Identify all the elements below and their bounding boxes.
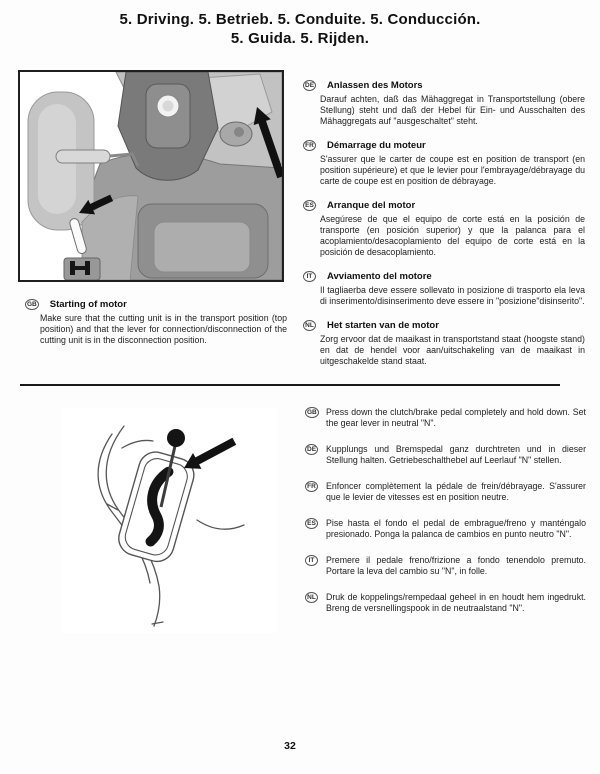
- paragraph-body-gb: Press down the clutch/brake pedal completely and hold down. Set the gear lever in neutral "N".: [326, 407, 586, 428]
- page-title-line2: 5. Guida. 5. Rijden.: [230, 30, 370, 47]
- section-es: [303, 200, 585, 258]
- section-heading-de: Anlassen des Motors: [327, 80, 423, 91]
- lang-badge-nl-2: NL: [305, 592, 318, 603]
- page-number: 32: [284, 740, 296, 752]
- section-body-es: Asegúrese de que el equipo de corte está en la posición de transporte (en posición superior) y que la palanca para el acoplamiento/desacoplamiento del equipo de corte está en la posición de desacoplamiento.: [320, 214, 585, 257]
- lang-badge-gb-2: GB: [307, 409, 317, 416]
- figure-tractor-console-photo: [18, 70, 284, 282]
- top-language-column: [303, 80, 585, 380]
- lang-badge-fr-2: FR: [305, 481, 318, 492]
- section-body-de: Darauf achten, daß das Mähaggregat in Transportstellung (obere Stellung) steht und daß der Hebel für Ein- und Ausschalten des Mähaggregats auf "ausgeschaltet" steht.: [320, 94, 585, 126]
- lang-badge-de-2: DE: [307, 446, 317, 453]
- section-fr: [303, 140, 585, 187]
- section-de: [303, 80, 585, 127]
- bottom-language-column: [305, 407, 586, 629]
- lang-badge-fr: FR: [303, 140, 316, 151]
- lang-badge-gb: GB: [27, 301, 37, 308]
- section-heading-nl: Het starten van de motor: [327, 320, 439, 331]
- section-it: [303, 271, 585, 307]
- page-title: [0, 10, 600, 48]
- figure-gear-lever-drawing: [62, 408, 277, 633]
- section-heading-es: Arranque del motor: [327, 200, 416, 211]
- paragraph-es: [305, 518, 586, 540]
- section-body-nl: Zorg ervoor dat de maaikast in transportstand staat (hoogste stand) en dat de hendel voor aan/uitschakeling van de maaikast in uitgeschakelde stand staat.: [320, 334, 585, 366]
- section-gb: [25, 299, 287, 346]
- section-nl: [303, 320, 585, 367]
- tractor-console-illustration: [20, 72, 282, 280]
- paragraph-body-es: Pise hasta el fondo el pedal de embrague/freno y manténgalo presionado. Ponga la palanca de cambios en punto neutro "N".: [326, 518, 586, 539]
- paragraph-fr: [305, 481, 586, 503]
- section-heading-it: Avviamento del motore: [327, 271, 432, 282]
- section-heading-fr: Démarrage du moteur: [327, 140, 426, 151]
- page-title-line1: 5. Driving. 5. Betrieb. 5. Conduite. 5. Conducción.: [119, 11, 481, 28]
- section-body-fr: S'assurer que le carter de coupe est en position de transport (en position supérieure) et que le levier pour l'embrayage/débrayage du carte de coupe est en position de débrayage.: [320, 154, 585, 186]
- paragraph-de: [305, 444, 586, 466]
- paragraph-body-it: Premere il pedale freno/frizione a fondo tenendolo premuto. Portare la leva del cambio su "N", in folle.: [326, 555, 586, 576]
- paragraph-body-nl: Druk de koppelings/rempedaal geheel in en houdt hem ingedrukt. Breng de versnellingspook in de neutraalstand "N".: [326, 592, 586, 613]
- lang-badge-es-2: ES: [305, 518, 318, 529]
- section-heading-gb: Starting of motor: [49, 299, 127, 310]
- paragraph-nl: [305, 592, 586, 614]
- paragraph-body-de: Kupplungs und Bremspedal ganz durchtreten und in dieser Stellung halten. Getriebeschalthebel auf Leerlauf "N" stellen.: [326, 444, 586, 465]
- lang-badge-it: IT: [303, 271, 316, 282]
- section-body-gb: Make sure that the cutting unit is in the transport position (top position) and that the lever for connection/disconnection of the cutting unit is in the disconnection position.: [40, 313, 287, 345]
- lang-badge-de: DE: [305, 82, 315, 89]
- section-divider: [20, 384, 560, 386]
- gear-lever-illustration: [62, 408, 277, 633]
- paragraph-gb: [305, 407, 586, 429]
- lang-badge-it-2: IT: [305, 555, 318, 566]
- lang-badge-nl: NL: [303, 320, 316, 331]
- paragraph-body-fr: Enfoncer complètement la pédale de frein/débrayage. S'assurer que le levier de vitesses est en position neutre.: [326, 481, 586, 502]
- lang-badge-es: ES: [303, 200, 316, 211]
- paragraph-it: [305, 555, 586, 577]
- section-body-it: Il tagliaerba deve essere sollevato in posizione di trasporto ela leva di inserimento/disinserimento deve essere in "posizione"disinserito".: [320, 285, 585, 306]
